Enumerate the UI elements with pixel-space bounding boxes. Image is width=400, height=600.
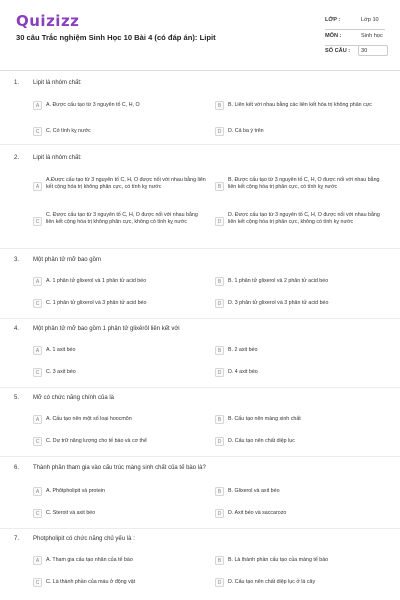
- option-text: A. Phôtpholipit và protein: [46, 488, 105, 494]
- option-letter: A: [33, 487, 42, 496]
- option-letter: A: [33, 277, 42, 286]
- question-text: Một phân tử mỡ bao gồm 1 phân tử glixêrôl liên kết với: [33, 326, 180, 332]
- option-text: D. Cấu tạo nên chất diệp lục: [228, 438, 295, 444]
- option-text: C. Có tính kỵ nước: [46, 128, 91, 134]
- option-letter: B: [215, 182, 224, 191]
- question-divider: [0, 456, 400, 457]
- question-number: 5.: [14, 395, 20, 401]
- question-number: 6.: [14, 465, 20, 471]
- option-text: C. Được cấu tạo từ 3 nguyên tố C, H, O được nối với nhau bằng liên kết cộng hóa trị không phân cực, không có tính kỵ nước: [46, 212, 198, 226]
- grade-label: LỚP :: [325, 17, 341, 23]
- question-number: 3.: [14, 257, 20, 263]
- option-letter: A: [33, 101, 42, 110]
- option-letter: D: [215, 578, 224, 587]
- option-text: C. 3 axit béo: [46, 369, 76, 375]
- question-divider: [0, 144, 400, 145]
- question-text: Thành phần tham gia vào cấu trúc màng sinh chất của tế bào là?: [33, 465, 206, 471]
- question-divider: [0, 528, 400, 529]
- option-letter: B: [215, 101, 224, 110]
- question-number: 2.: [14, 155, 20, 161]
- option-text: B. Liên kết với nhau bằng các liên kết hóa trị không phân cực: [228, 102, 372, 108]
- quizizz-logo: Quizizz: [16, 12, 80, 30]
- question-number: 4.: [14, 326, 20, 332]
- question-text: Lipit là nhóm chất:: [33, 80, 82, 86]
- question-number: 1.: [14, 80, 20, 86]
- option-letter: D: [215, 127, 224, 136]
- option-letter: C: [33, 368, 42, 377]
- option-text: C. Dự trữ năng lượng cho tế bào và cơ thể: [46, 438, 147, 444]
- question-number: 7.: [14, 536, 20, 542]
- question-text: Mỡ có chức năng chính của là: [33, 395, 114, 401]
- option-letter: A: [33, 182, 42, 191]
- question-text: Photpholipit có chức năng chủ yếu là :: [33, 536, 135, 542]
- option-letter: D: [215, 368, 224, 377]
- option-text: B. 1 phân tử glixerol và 2 phân tử acid béo: [228, 278, 329, 284]
- option-letter: B: [215, 277, 224, 286]
- option-letter: B: [215, 487, 224, 496]
- question-divider: [0, 387, 400, 388]
- option-letter: B: [215, 415, 224, 424]
- option-letter: A: [33, 415, 42, 424]
- question-divider: [0, 318, 400, 319]
- grade-value: Lớp 10: [361, 17, 379, 23]
- worksheet-header: [0, 0, 400, 64]
- option-text: B. Là thành phần cấu tạo của màng tế bào: [228, 557, 329, 563]
- option-letter: D: [215, 217, 224, 226]
- option-letter: D: [215, 299, 224, 308]
- question-divider: [0, 248, 400, 249]
- option-text: D. Cấu tạo nên chất diệp lục ở lá cây: [228, 579, 316, 585]
- option-letter: C: [33, 509, 42, 518]
- question-text: Một phân tử mỡ bao gồm: [33, 257, 101, 263]
- option-letter: D: [215, 509, 224, 518]
- count-label: SỐ CÂU :: [325, 48, 351, 54]
- option-text: B. 2 axit béo: [228, 347, 258, 353]
- option-letter: A: [33, 556, 42, 565]
- option-letter: B: [215, 556, 224, 565]
- option-text: A. Tham gia cấu tạo nhân của tế bào: [46, 557, 133, 563]
- option-text: A.Được cấu tạo từ 3 nguyên tố C, H, O được nối với nhau bằng liên kết cộng hóa trị không phân cực, có tính kỵ nước: [46, 177, 206, 191]
- option-text: C. Là thành phần của máu ở động vật: [46, 579, 136, 585]
- option-text: B. Cấu tạo nên màng sinh chất: [228, 416, 301, 422]
- option-letter: C: [33, 578, 42, 587]
- option-letter: D: [215, 437, 224, 446]
- option-text: A. Cấu tạo nên một số loại hoocmôn: [46, 416, 132, 422]
- option-text: D. 3 phân tử glixerol và 3 phân tử acid béo: [228, 300, 329, 306]
- option-text: C. 1 phân tử glixerol và 3 phân tử acid béo: [46, 300, 147, 306]
- option-text: D. Được cấu tạo từ 3 nguyên tố C, H, O được nối với nhau bằng liên kết cộng hóa trị phân cực, không có tính kỵ nước: [228, 212, 380, 226]
- subject-value: Sinh học: [361, 33, 383, 39]
- option-text: D. Axit béo và saccarozo: [228, 510, 287, 516]
- option-text: B. Glixerol và axit béo: [228, 488, 280, 494]
- option-letter: C: [33, 127, 42, 136]
- header-divider: [0, 70, 400, 71]
- option-text: C. Steroit và axit béo: [46, 510, 96, 516]
- option-letter: C: [33, 437, 42, 446]
- option-text: B. Được cấu tạo từ 3 nguyên tố C, H, O được nối với nhau bằng liên kết cộng hóa trị phân cực, có tính kỵ nước: [228, 177, 380, 191]
- option-letter: C: [33, 299, 42, 308]
- subject-label: MÔN :: [325, 33, 342, 39]
- question-text: Lipit là nhóm chất:: [33, 155, 82, 161]
- count-value: 30: [361, 48, 368, 54]
- option-letter: A: [33, 346, 42, 355]
- option-text: D. 4 axit béo: [228, 369, 258, 375]
- option-text: A. Được cấu tạo từ 3 nguyên tố C, H, O: [46, 102, 140, 108]
- option-text: D. Cả ba ý trên: [228, 128, 264, 134]
- option-letter: C: [33, 217, 42, 226]
- worksheet-title: 30 câu Trắc nghiệm Sinh Học 10 Bài 4 (có đáp án): Lipit: [16, 33, 216, 42]
- option-text: A. 1 phân tử glixerol và 1 phân tử acid béo: [46, 278, 147, 284]
- option-letter: B: [215, 346, 224, 355]
- option-text: A. 1 axit béo: [46, 347, 76, 353]
